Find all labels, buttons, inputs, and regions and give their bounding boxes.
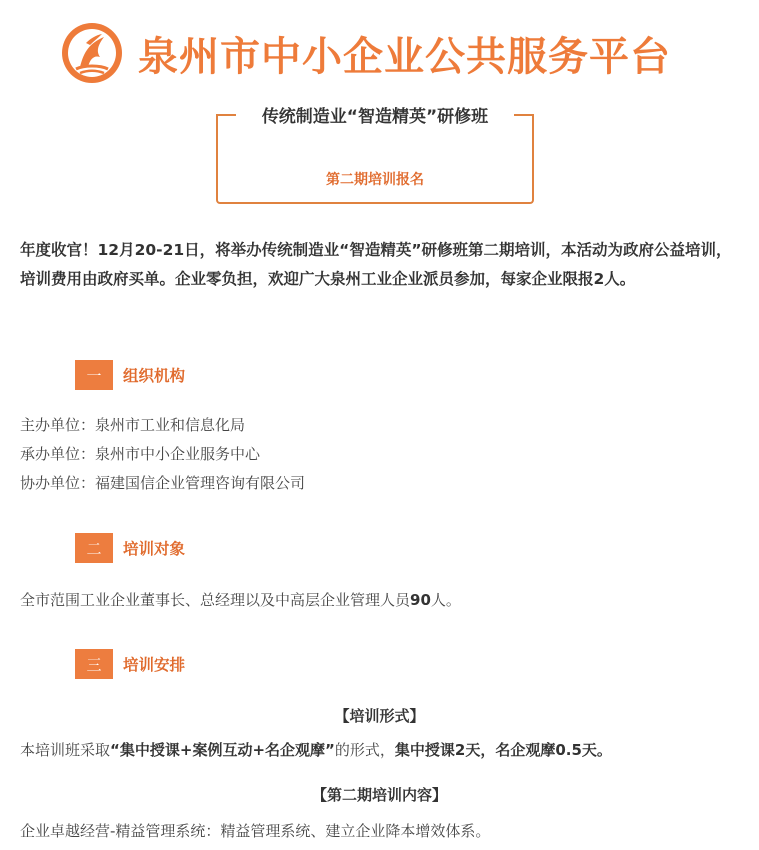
training-form-line bbox=[20, 739, 612, 760]
audience-suffix: 人。 bbox=[430, 591, 461, 609]
audience-line bbox=[20, 589, 461, 610]
section-number: 三 bbox=[75, 649, 113, 679]
event-title-frame bbox=[216, 107, 534, 204]
section-number: 二 bbox=[75, 533, 113, 563]
event-subtitle: 第二期培训报名 bbox=[326, 172, 424, 188]
form-text: 本培训班采取 bbox=[20, 741, 111, 759]
audience-count: 90 bbox=[410, 591, 431, 609]
training-content-heading: 【第二期培训内容】 bbox=[311, 786, 447, 804]
section-label: 组织机构 bbox=[123, 367, 186, 385]
site-title: 泉州市中小企业公共服务平台 bbox=[138, 33, 671, 80]
host-line: 主办单位：泉州市工业和信息化局 bbox=[20, 416, 246, 434]
training-content-line: 企业卓越经营-精益管理系统：精益管理系统、建立企业降本增效体系。 bbox=[20, 822, 491, 840]
section-label: 培训对象 bbox=[123, 540, 186, 558]
phoenix-logo-icon bbox=[60, 21, 124, 85]
section-header-audience bbox=[75, 533, 185, 563]
section-header-schedule bbox=[75, 649, 185, 679]
section-header-organization bbox=[75, 360, 185, 390]
audience-text: 全市范围工业企业董事长、总经理以及中高层企业管理人员 bbox=[20, 591, 411, 609]
form-highlight: “集中授课+案例互动+名企观摩” bbox=[110, 741, 335, 759]
co-organizer-line: 协办单位：福建国信企业管理咨询有限公司 bbox=[20, 474, 306, 492]
form-duration: 集中授课2天，名企观摩0.5天。 bbox=[394, 741, 612, 759]
intro-paragraph: 年度收官！12月20-21日，将举办传统制造业“智造精英”研修班第二期培训，本活动为政府公益培训，培训费用由政府买单。企业零负担，欢迎广大泉州工业企业派员参加，每家企业限报2人。 bbox=[20, 241, 732, 288]
section-label: 培训安排 bbox=[123, 656, 186, 674]
site-header bbox=[60, 18, 700, 88]
organizer-line: 承办单位：泉州市中小企业服务中心 bbox=[20, 445, 261, 463]
event-title: 传统制造业“智造精英”研修班 bbox=[246, 102, 504, 132]
training-form-heading: 【培训形式】 bbox=[334, 707, 425, 725]
section-number: 一 bbox=[75, 360, 113, 390]
form-text-2: 的形式， bbox=[334, 741, 395, 759]
